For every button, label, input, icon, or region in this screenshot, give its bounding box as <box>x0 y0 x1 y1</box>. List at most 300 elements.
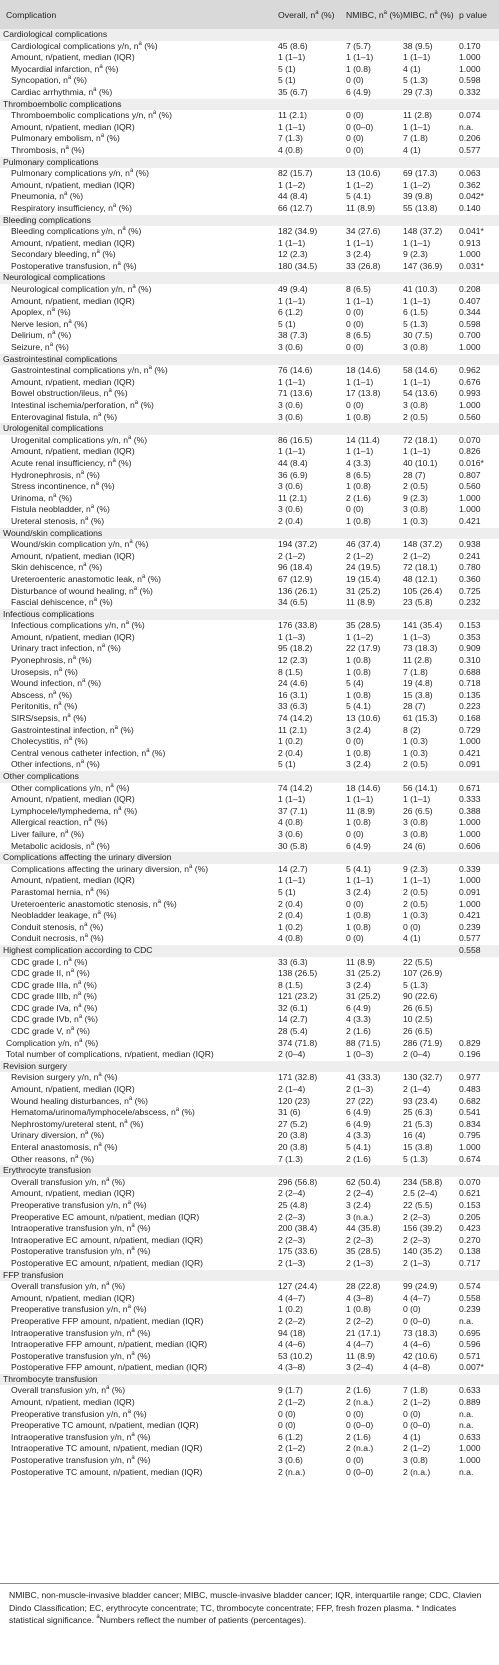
cell-overall <box>272 423 340 435</box>
cell-nmibc: 11 (8.9) <box>346 956 375 967</box>
cell-nmibc: 1 (1–1) <box>346 295 374 306</box>
cell-overall: 1 (0.2) <box>278 736 303 747</box>
cell-nmibc: 4 (3–8) <box>346 1292 374 1303</box>
cell-overall: 3 (0.6) <box>278 400 303 410</box>
cell-mibc: 1 (1–1) <box>403 376 431 387</box>
cell-mibc: 2 (0.5) <box>403 898 428 909</box>
cell-overall: 180 (34.5) <box>278 260 318 271</box>
cell-p-value: 0.558 <box>453 945 499 957</box>
cell-overall: 12 (2.3) <box>278 249 308 260</box>
cell-label: Thromboembolic complications <box>0 99 272 111</box>
table-row <box>0 400 499 412</box>
cell-mibc: 15 (3.8) <box>403 689 433 700</box>
table-row <box>0 1154 499 1166</box>
cell-overall: 171 (32.8) <box>278 1072 318 1083</box>
table-row <box>0 1003 499 1015</box>
cell-p-value: 0.671 <box>459 782 481 793</box>
cell-label: Central venous catheter infection, $n^a$ (%) <box>11 747 166 758</box>
table-row <box>0 1467 499 1479</box>
cell-mibc: 9 (2.3) <box>403 863 428 874</box>
cell-mibc: 56 (14.1) <box>403 782 438 793</box>
table-row <box>0 620 499 632</box>
cell-nmibc: 41 (33.3) <box>346 1072 381 1083</box>
cell-mibc: 3 (0.8) <box>403 828 428 839</box>
cell-mibc: 5 (1.3) <box>403 979 428 990</box>
cell-nmibc: 24 (19.5) <box>346 562 381 573</box>
cell-p-value: 0.091 <box>459 886 481 897</box>
cell-mibc: 8 (2) <box>403 724 421 735</box>
cell-mibc: 1 (1–1) <box>403 237 431 248</box>
cell-p-value: 0.541 <box>459 1107 481 1118</box>
cell-p-value <box>453 272 499 284</box>
table-row <box>0 1281 499 1293</box>
cell-label: Abscess, $n^a$ (%) <box>11 689 73 700</box>
cell-nmibc: 3 (2.4) <box>346 886 371 897</box>
cell-mibc: 26 (6.5) <box>403 1002 433 1013</box>
cell-p-value: 1.000 <box>459 736 481 747</box>
cell-nmibc: 0 (0) <box>346 828 364 839</box>
cell-overall: 3 (0.6) <box>278 1455 303 1466</box>
cell-label: Enteral anastomosis, $n^a$ (%) <box>11 1142 118 1152</box>
cell-label: Amount, n/patient, median (IQR) <box>11 1292 135 1303</box>
cell-label: FFP transfusion <box>0 1270 272 1282</box>
cell-p-value: 0.598 <box>459 75 481 86</box>
cell-nmibc: 1 (0.8) <box>346 655 371 666</box>
cell-mibc: 3 (0.8) <box>403 504 428 515</box>
cell-p-value: 0.016* <box>459 457 484 468</box>
table-row <box>0 1304 499 1316</box>
cell-overall: 175 (33.6) <box>278 1246 318 1257</box>
cell-nmibc <box>340 99 397 111</box>
table-row <box>0 1142 499 1154</box>
cell-overall: 1 (0.2) <box>278 921 303 932</box>
cell-mibc: 140 (35.2) <box>403 1246 443 1257</box>
cell-p-value <box>453 957 499 969</box>
cell-p-value: 0.421 <box>459 747 481 758</box>
cell-overall: 14 (2.7) <box>278 863 308 874</box>
cell-nmibc: 1 (0.8) <box>346 921 371 932</box>
table-row <box>0 87 499 99</box>
cell-nmibc: 6 (4.9) <box>346 840 371 851</box>
cell-mibc: 5 (1.3) <box>403 75 428 86</box>
table-row <box>0 933 499 945</box>
cell-p-value <box>453 215 499 227</box>
cell-nmibc <box>340 272 397 284</box>
cell-overall: 374 (71.8) <box>278 1037 318 1048</box>
cell-label: Preoperative EC amount, n/patient, median (IQR) <box>11 1211 200 1222</box>
cell-mibc: 16 (4) <box>403 1130 426 1141</box>
cell-mibc: 40 (10.1) <box>403 457 438 468</box>
cell-nmibc: 3 (2–4) <box>346 1362 374 1373</box>
cell-mibc: 24 (6) <box>403 840 426 851</box>
cell-overall: 45 (8.6) <box>278 40 308 51</box>
cell-overall: 31 (6) <box>278 1107 301 1118</box>
cell-mibc: 1 (1–1) <box>403 52 431 63</box>
cell-p-value: n.a. <box>459 1420 474 1431</box>
cell-nmibc: 0 (0) <box>346 144 364 155</box>
cell-mibc: 55 (13.8) <box>403 202 438 213</box>
cell-p-value: 0.344 <box>459 307 481 318</box>
cell-p-value <box>453 1165 499 1177</box>
cell-mibc: 2 (2–3) <box>403 1234 431 1245</box>
cell-overall: 1 (1–1) <box>278 794 306 805</box>
cell-nmibc: 4 (3.3) <box>346 1014 371 1025</box>
cell-label: Allergical reaction, $n^a$ (%) <box>11 817 108 828</box>
cell-p-value: 0.633 <box>459 1431 481 1442</box>
cell-mibc: 2 (2–3) <box>403 1211 431 1222</box>
cell-overall: 138 (26.5) <box>278 968 318 979</box>
cell-nmibc: 0 (0–0) <box>346 121 374 132</box>
cell-mibc: 2 (1–4) <box>403 1084 431 1095</box>
cell-mibc: 286 (71.9) <box>403 1037 443 1048</box>
cell-label: Amount, n/patient, median (IQR) <box>11 550 135 561</box>
cell-mibc: 130 (32.7) <box>403 1072 443 1083</box>
cell-p-value: 0.598 <box>459 318 481 329</box>
cell-p-value <box>453 157 499 169</box>
cell-label: Amount, n/patient, median (IQR) <box>11 179 135 190</box>
cell-label: Intraoperative transfusion y/n, $n^a$ (%) <box>11 1223 151 1234</box>
cell-label: Wound infection, $n^a$ (%) <box>11 678 102 689</box>
cell-mibc: 58 (14.6) <box>403 365 438 376</box>
cell-p-value: 0.153 <box>459 1199 481 1210</box>
cell-mibc: 22 (5.5) <box>403 956 433 967</box>
cell-label: Disturbance of wound healing, $n^a$ (%) <box>11 585 153 596</box>
cell-label: Amount, n/patient, median (IQR) <box>11 1188 135 1199</box>
cell-overall <box>272 945 340 957</box>
cell-mibc <box>397 99 453 111</box>
cell-label: Overall transfusion y/n, $n^a$ (%) <box>11 1385 126 1396</box>
cell-overall <box>272 157 340 169</box>
cell-nmibc: 62 (50.4) <box>346 1176 381 1187</box>
cell-label: Preoperative transfusion y/n, $n^a$ (%) <box>11 1304 147 1315</box>
cell-p-value: 0.339 <box>459 863 481 874</box>
cell-p-value: 0.725 <box>459 585 481 596</box>
cell-label: Pulmonary complications <box>0 157 272 169</box>
cell-p-value: 0.577 <box>459 933 481 944</box>
cell-nmibc: 35 (28.5) <box>346 620 381 631</box>
cell-overall: 1 (1–1) <box>278 295 306 306</box>
cell-label: Fascial dehiscence, $n^a$ (%) <box>11 597 113 608</box>
cell-overall: 34 (6.5) <box>278 597 308 608</box>
cell-label: Neurological complication y/n, $n^a$ (%) <box>11 284 152 295</box>
cell-mibc: 42 (10.6) <box>403 1350 438 1361</box>
cell-mibc <box>397 945 453 957</box>
cell-nmibc: 6 (4.9) <box>346 1107 371 1118</box>
cell-nmibc: 33 (26.8) <box>346 260 381 271</box>
cell-nmibc: 11 (8.9) <box>346 805 375 816</box>
table-body <box>0 29 499 1478</box>
cell-label: Pulmonary embolism, $n^a$ (%) <box>11 133 120 144</box>
cell-p-value: 1.000 <box>459 817 481 828</box>
cell-nmibc: 3 (2.4) <box>346 979 371 990</box>
cell-label: Bleeding complications <box>0 215 272 227</box>
cell-nmibc: 5 (4.1) <box>346 863 371 874</box>
cell-nmibc: 46 (37.4) <box>346 539 381 550</box>
cell-label: Neurological complications <box>0 272 272 284</box>
cell-nmibc: 1 (1–1) <box>346 875 374 886</box>
cell-overall: 25 (4.8) <box>278 1199 308 1210</box>
cell-label: Liver failure, $n^a$ (%) <box>11 828 85 839</box>
cell-nmibc: 0 (0) <box>346 1455 364 1466</box>
cell-label: Thrombosis, $n^a$ (%) <box>11 144 85 155</box>
cell-mibc <box>397 1165 453 1177</box>
header-complication: Complication <box>6 9 57 20</box>
cell-label: Conduit stenosis, $n^a$ (%) <box>11 921 104 932</box>
section-header-row <box>0 1061 499 1073</box>
table-row <box>0 597 499 609</box>
cell-label: CDC grade II, $n^a$ (%) <box>11 968 90 979</box>
cell-overall: 1 (1–1) <box>278 446 306 457</box>
table-row <box>0 991 499 1003</box>
table-row <box>0 1409 499 1421</box>
cell-label: CDC grade I, $n^a$ (%) <box>11 956 88 967</box>
cell-p-value: 0.388 <box>459 805 481 816</box>
cell-p-value: 0.042* <box>459 191 484 202</box>
cell-p-value: 0.423 <box>459 1223 481 1234</box>
cell-nmibc: 8 (6.5) <box>346 330 371 341</box>
table-row <box>0 1049 499 1061</box>
cell-mibc: 7 (1.8) <box>403 133 428 144</box>
table-row <box>0 539 499 551</box>
cell-p-value: 0.807 <box>459 469 481 480</box>
cell-overall: 38 (7.3) <box>278 330 308 341</box>
table-row <box>0 759 499 771</box>
cell-label: Urinary diversion, $n^a$ (%) <box>11 1130 105 1141</box>
cell-mibc: 156 (39.2) <box>403 1223 443 1234</box>
cell-label: Gastrointestinal complications <box>0 354 272 366</box>
cell-label: Neobladder leakage, $n^a$ (%) <box>11 910 117 921</box>
cell-p-value: 0.560 <box>459 481 481 492</box>
cell-overall <box>272 99 340 111</box>
table-row <box>0 1212 499 1224</box>
cell-nmibc: 2 (2–4) <box>346 1188 374 1199</box>
cell-nmibc: 35 (28.5) <box>346 1246 381 1257</box>
cell-overall: 6 (1.2) <box>278 1431 303 1442</box>
cell-p-value: 0.574 <box>459 1281 481 1292</box>
cell-label: Pneumonia, $n^a$ (%) <box>11 191 84 202</box>
table-row <box>0 829 499 841</box>
cell-label: Revision surgery y/n, $n^a$ (%) <box>11 1072 118 1083</box>
cell-nmibc: 22 (17.9) <box>346 643 381 654</box>
cell-label: Total number of complications, n/patient, median (IQR) <box>6 1049 214 1060</box>
cell-overall: 3 (0.6) <box>278 828 303 839</box>
cell-mibc: 19 (4.8) <box>403 678 433 689</box>
cell-overall: 12 (2.3) <box>278 655 308 666</box>
cell-mibc: 9 (2.3) <box>403 249 428 260</box>
cell-overall: 4 (4–7) <box>278 1292 306 1303</box>
cell-mibc: 22 (5.5) <box>403 1199 433 1210</box>
cell-mibc: 1 (1–3) <box>403 631 431 642</box>
table-row <box>0 319 499 331</box>
cell-label: Bleeding complications y/n, $n^a$ (%) <box>11 226 142 237</box>
cell-overall <box>272 29 340 41</box>
cell-p-value: 0.688 <box>459 666 481 677</box>
cell-overall <box>272 852 340 864</box>
cell-p-value <box>453 1026 499 1038</box>
table-row <box>0 1107 499 1119</box>
cell-nmibc: 14 (11.4) <box>346 434 380 445</box>
cell-overall: 1 (1–1) <box>278 875 306 886</box>
cell-nmibc: 3 (2.4) <box>346 724 371 735</box>
cell-overall: 32 (6.1) <box>278 1002 308 1013</box>
cell-nmibc: 4 (3.3) <box>346 457 371 468</box>
cell-nmibc: 0 (0) <box>346 318 364 329</box>
cell-p-value: 1.000 <box>459 1443 481 1454</box>
cell-mibc <box>397 29 453 41</box>
cell-label: Amount, n/patient, median (IQR) <box>11 1084 135 1095</box>
cell-label: CDC grade IVa, $n^a$ (%) <box>11 1002 98 1013</box>
cell-label: Secondary bleeding, $n^a$ (%) <box>11 249 116 260</box>
cell-nmibc: 0 (0) <box>346 400 364 410</box>
cell-mibc: 69 (17.3) <box>403 168 438 179</box>
cell-p-value: 0.909 <box>459 643 481 654</box>
cell-overall: 24 (4.6) <box>278 678 308 689</box>
cell-p-value: 0.138 <box>459 1246 481 1257</box>
cell-mibc: 3 (0.8) <box>403 817 428 828</box>
cell-label: Highest complication according to CDC <box>0 945 272 957</box>
table-row <box>0 238 499 250</box>
cell-label: Intraoperative FFP amount, n/patient, median (IQR) <box>11 1339 208 1350</box>
cell-label: Pulmonary complications y/n, $n^a$ (%) <box>11 168 150 179</box>
header-mibc: MIBC, $n^a$ (%) <box>403 9 454 20</box>
cell-nmibc: 1 (1–1) <box>346 794 374 805</box>
cell-overall: 5 (1) <box>278 318 296 329</box>
cell-mibc: 1 (0.3) <box>403 910 428 921</box>
cell-label: Ureteroenteric anastomotic stenosis, $n^a$ (%) <box>11 898 177 909</box>
table-row <box>0 922 499 934</box>
cell-label: Myocardial infarction, $n^a$ (%) <box>11 63 119 74</box>
cell-p-value: 0.205 <box>459 1211 481 1222</box>
cell-mibc: 48 (12.1) <box>403 573 438 584</box>
cell-overall: 11 (2.1) <box>278 724 307 735</box>
cell-nmibc: 6 (4.9) <box>346 1002 371 1013</box>
cell-label: SIRS/sepsis, $n^a$ (%) <box>11 713 87 724</box>
cell-nmibc: 5 (4.1) <box>346 1142 371 1152</box>
cell-label: Cholecystitis, $n^a$ (%) <box>11 736 88 747</box>
cell-p-value <box>453 354 499 366</box>
cell-nmibc: 0 (0) <box>346 133 364 144</box>
cell-nmibc: 0 (0) <box>346 75 364 86</box>
cell-mibc: 147 (36.9) <box>403 260 443 271</box>
cell-overall: 136 (26.1) <box>278 585 318 596</box>
cell-nmibc: 3 (2.4) <box>346 759 371 770</box>
cell-label: Postoperative TC amount, n/patient, median (IQR) <box>11 1466 203 1477</box>
cell-label: Nerve lesion, $n^a$ (%) <box>11 318 88 329</box>
cell-nmibc: 3 (2.4) <box>346 249 371 260</box>
cell-overall: 8 (1.5) <box>278 979 303 990</box>
cell-overall: 1 (1–1) <box>278 52 306 63</box>
cell-nmibc: 2 (n.a.) <box>346 1397 374 1408</box>
cell-mibc: 1 (1–1) <box>403 446 431 457</box>
cell-mibc: 3 (0.8) <box>403 1455 428 1466</box>
cell-overall: 5 (1) <box>278 886 296 897</box>
section-header-row <box>0 99 499 111</box>
cell-label: Stress incontinence, $n^a$ (%) <box>11 481 115 492</box>
cell-overall: 2 (1–2) <box>278 1397 306 1408</box>
cell-label: Gastrointestinal complications y/n, $n^a$ (%) <box>11 365 168 376</box>
cell-label: Wound healing disturbances, $n^a$ (%) <box>11 1095 148 1106</box>
cell-mibc: 11 (2.8) <box>403 655 432 666</box>
table-row <box>0 1362 499 1374</box>
cell-label: Amount, n/patient, median (IQR) <box>11 794 135 805</box>
cell-p-value: 0.031* <box>459 260 484 271</box>
cell-p-value: 1.000 <box>459 63 481 74</box>
cell-mibc: 10 (2.5) <box>403 1014 433 1025</box>
cell-overall: 2 (1–2) <box>278 1443 306 1454</box>
table-row <box>0 643 499 655</box>
cell-nmibc: 1 (0.8) <box>346 411 371 422</box>
cell-overall: 1 (1–3) <box>278 631 306 642</box>
table-row <box>0 1072 499 1084</box>
cell-overall: 86 (16.5) <box>278 434 313 445</box>
cell-p-value: 0.232 <box>459 597 481 608</box>
table-row <box>0 191 499 203</box>
cell-mibc: 25 (6.3) <box>403 1107 433 1118</box>
table-row <box>0 1246 499 1258</box>
cell-nmibc: 13 (10.6) <box>346 713 381 724</box>
cell-p-value: 0.700 <box>459 330 481 341</box>
cell-nmibc: 1 (1–2) <box>346 631 374 642</box>
cell-label: Ureteroenteric anastomotic leak, $n^a$ (%) <box>11 573 161 584</box>
cell-overall: 3 (0.6) <box>278 411 303 422</box>
cell-mibc: 1 (1–1) <box>403 794 431 805</box>
cell-label: Enterovaginal fistula, $n^a$ (%) <box>11 411 118 422</box>
cell-mibc: 4 (1) <box>403 63 421 74</box>
cell-p-value <box>453 1014 499 1026</box>
cell-p-value: 1.000 <box>459 828 481 839</box>
cell-p-value: n.a. <box>459 1466 474 1477</box>
cell-mibc: 29 (7.3) <box>403 86 433 97</box>
table-row <box>0 64 499 76</box>
cell-label: Intraoperative transfusion y/n, $n^a$ (%) <box>11 1431 151 1442</box>
cell-p-value: 0.170 <box>459 40 481 51</box>
cell-p-value: 0.206 <box>459 133 481 144</box>
cell-overall: 4 (0.8) <box>278 144 303 155</box>
cell-label: Acute renal insufficiency, $n^a$ (%) <box>11 457 132 468</box>
cell-overall: 74 (14.2) <box>278 713 313 724</box>
cell-mibc <box>397 852 453 864</box>
table-row <box>0 968 499 980</box>
cell-nmibc: 11 (8.9) <box>346 202 375 213</box>
cell-p-value: 0.135 <box>459 689 481 700</box>
cell-label: Postoperative transfusion y/n, $n^a$ (%) <box>11 1455 151 1466</box>
table-row <box>0 1258 499 1270</box>
cell-p-value <box>453 1061 499 1073</box>
cell-p-value: 0.795 <box>459 1130 481 1141</box>
cell-p-value: 1.000 <box>459 52 481 63</box>
cell-overall: 5 (1) <box>278 75 296 86</box>
table-row <box>0 516 499 528</box>
cell-mibc: 15 (3.8) <box>403 1142 433 1152</box>
cell-mibc <box>397 423 453 435</box>
table-row <box>0 1200 499 1212</box>
cell-p-value: 0.239 <box>459 1304 481 1315</box>
cell-p-value: 0.239 <box>459 921 481 932</box>
cell-mibc: 141 (35.4) <box>403 620 443 631</box>
cell-nmibc: 2 (1.6) <box>346 1431 371 1442</box>
cell-nmibc: 2 (2–2) <box>346 1315 374 1326</box>
cell-mibc: 2 (0.5) <box>403 411 428 422</box>
table-row <box>0 574 499 586</box>
cell-nmibc: 0 (0–0) <box>346 1420 374 1431</box>
table-row <box>0 110 499 122</box>
cell-label: Bowel obstruction/ileus, $n^a$ (%) <box>11 388 128 399</box>
cell-p-value: 0.168 <box>459 713 481 724</box>
cell-nmibc: 1 (0.8) <box>346 63 371 74</box>
cell-nmibc: 5 (4.1) <box>346 191 371 202</box>
cell-nmibc <box>340 157 397 169</box>
cell-nmibc <box>340 215 397 227</box>
